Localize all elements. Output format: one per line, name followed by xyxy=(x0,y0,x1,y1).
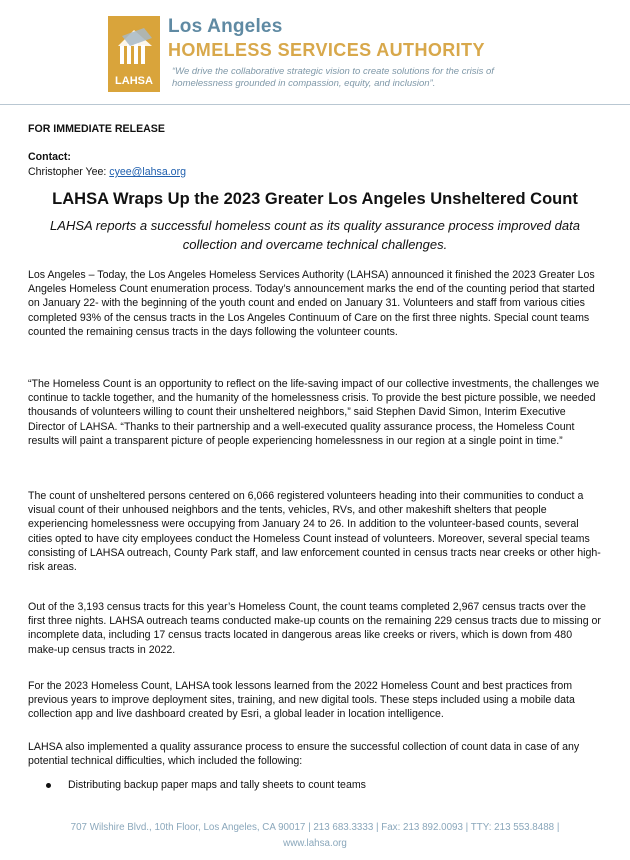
paragraph-4: Out of the 3,193 census tracts for this year’s Homeless Count, the count teams completed 2,967 census tracts over the first three nights. LAHSA outreach teams conducted make-up counts on the remaining 229 census tracts due to missing or incomplete data, including 17 census tracts located in dangerous areas like creeks or rivers, which is down from 480 make-up census tracts in 2022. xyxy=(28,601,601,656)
org-name-line2: HOMELESS SERVICES AUTHORITY xyxy=(168,40,485,60)
contact-name: Christopher Yee: xyxy=(28,166,110,178)
paragraph-3: The count of unsheltered persons centered on 6,066 registered volunteers heading into their communities to conduct a visual count of their unhoused neighbors and the tents, vehicles, RVs, and other makeshift shelters that people experiencing homelessness were occupying from January 24 to 26. In addition to the volunteer-based counts, several cities opted to have city employees conduct the Homeless Count instead of volunteers. Moreover, several special teams consisting of LAHSA outreach, County Park staff, and law enforcement counted in census tracts near creeks or other high-risk areas. xyxy=(28,490,601,574)
paragraph-6: LAHSA also implemented a quality assurance process to ensure the successful collection of count data in case of any potential technical difficulties, which included the following: xyxy=(28,741,580,768)
contact-line xyxy=(28,165,602,179)
page-title: LAHSA Wraps Up the 2023 Greater Los Angeles Unsheltered Count xyxy=(52,190,578,208)
contact-label: Contact: xyxy=(28,151,71,163)
page-subtitle: LAHSA reports a successful homeless count as its quality assurance process improved data collection and overcame technical challenges. xyxy=(50,218,580,252)
bullet-icon xyxy=(46,783,51,788)
contact-email-link[interactable]: cyee@lahsa.org xyxy=(109,166,186,178)
paragraph-1: Los Angeles – Today, the Los Angeles Homeless Services Authority (LAHSA) announced it finished the 2023 Greater Los Angeles Homeless Count enumeration process. Today’s announcement marks the end of the counting period that started on January 22- with the beginning of the youth count and ended on January 31. Volunteers and staff from various cities completed 93% of the census tracts in the Los Angeles Continuum of Care on the first three nights. Special count teams counted the remaining census tracts in the days following the volunteer counts. xyxy=(28,269,595,338)
footer-website[interactable]: www.lahsa.org xyxy=(283,838,347,849)
header-divider xyxy=(0,104,630,105)
org-name-line1: Los Angeles xyxy=(168,16,283,37)
tagline: “We drive the collaborative strategic vision to create solutions for the crisis of homelessness grounded in compassion, equity, and inclusion”. xyxy=(172,66,494,89)
paragraph-5: For the 2023 Homeless Count, LAHSA took lessons learned from the 2022 Homeless Count and best practices from previous years to improve deployment sites, training, and new digital tools. These steps included using a mobile data collection app and live dashboard created by Esri, a global leader in location intelligence. xyxy=(28,680,575,721)
release-label: FOR IMMEDIATE RELEASE xyxy=(28,123,165,135)
bullet-item: Distributing backup paper maps and tally sheets to count teams xyxy=(68,779,366,791)
lahsa-logo xyxy=(108,16,160,92)
paragraph-2: “The Homeless Count is an opportunity to reflect on the life-saving impact of our collective investments, the challenges we continue to tackle together, and the humanity of the homelessness crisis. To provide the best picture possible, we needed thousands of volunteers willing to count their unsheltered neighbors,” said Stephen David Simon, Interim Executive Director of LAHSA. “Thanks to their partnership and a well-executed quality assurance process, the Homeless Count results will paint a transparent picture of people experiencing homelessness in our region at a single point in time.” xyxy=(28,378,600,447)
footer-address: 707 Wilshire Blvd., 10th Floor, Los Angeles, CA 90017 | 213 683.3333 | Fax: 213 892.0093 | TTY: 213 553.8488 | xyxy=(70,822,560,833)
logo-text: LAHSA xyxy=(115,75,153,87)
